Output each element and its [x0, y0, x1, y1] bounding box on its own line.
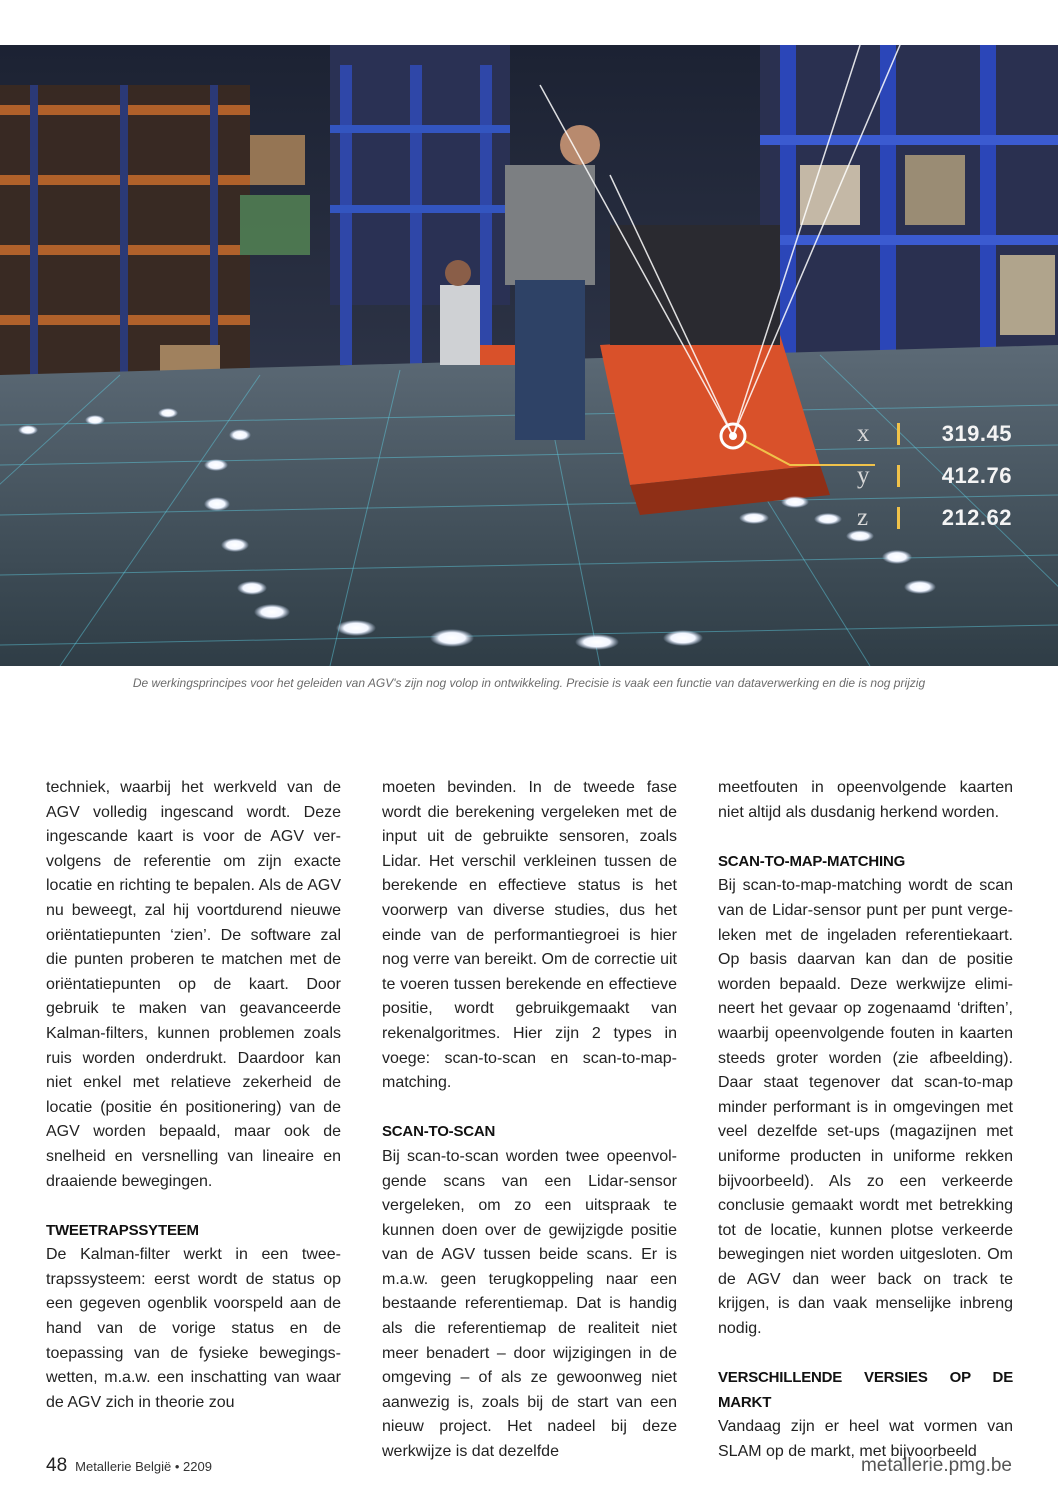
section-heading: TWEETRAPSSYTEEM: [46, 1221, 199, 1239]
paragraph: meetfouten in opeenvolgende kaarten niet altijd als dusdanig herkend worden.: [718, 779, 1013, 821]
coordinate-value: 319.45: [941, 421, 1012, 446]
article-column-1: [46, 776, 341, 1415]
section-heading: SCAN-TO-SCAN: [382, 1123, 496, 1141]
page-number: 48: [46, 1455, 68, 1476]
paragraph: Vandaag zijn er heel wat vormen van SLAM op de markt, met bijvoorbeeld: [718, 1418, 1013, 1461]
coordinate-separator: [897, 423, 900, 445]
photo-caption: De werkingsprincipes voor het geleiden van AGV's zijn nog volop in ontwikkeling. Precisie is vaak een functie van dataverwerking en die is nog prijzig: [132, 676, 926, 690]
warehouse-agv-photo: [0, 45, 1058, 666]
warehouse-scene-illustration: [0, 45, 1058, 666]
coordinate-separator: [897, 507, 900, 529]
publication-name: Metallerie België • 2209: [75, 1459, 212, 1474]
section-heading: SCAN-TO-MAP-MATCHING: [718, 852, 906, 870]
coordinate-row-x: [857, 413, 1012, 455]
paragraph: techniek, waarbij het werkveld van de AGV volledig ingescand wordt. Deze ingescande kaart is voor de AGV vervolgens de referentie om zijn exacte locatie en richting te bepalen. Als de AGV nu beweegt, zal hij voortdurend nieuwe oriëntatiepunten ‘zien’. De software zal die punten proberen te matchen met de oriëntatiepunten op de kaart. Door gebruik te maken van geavanceerde Kalman-filters, kunnen problemen zoals ruis worden onderdrukt. Daardoor kan niet enkel met relatieve zekerheid de locatie (positie én positionering) van de AGV worden bepaald, maar ook de snelheid en versnelling van lineaire en draaiende bewegingen.: [46, 779, 341, 1190]
article-column-2: [382, 776, 677, 1465]
article-column-3: [718, 776, 1013, 1465]
coordinate-row-y: [857, 455, 1012, 497]
coordinate-axis-label: z: [857, 504, 869, 531]
coordinate-axis-label: y: [857, 462, 870, 489]
website-link[interactable]: metallerie.pmg.be: [860, 1455, 1012, 1476]
coordinate-value: 212.62: [941, 505, 1012, 530]
paragraph: moeten bevinden. In de tweede fase wordt die berekening vergeleken met de input uit de gebruikte sensoren, zoals Lidar. Het verschil verkleinen tussen de berekende en effectieve status is het voorwerp van diverse studies, dus het einde van de performantiegroei is hier nog verre van bereikt. Om de correctie uit te voeren tussen berekende en effectieve positie, wordt gebruikgemaakt van rekenalgoritmes. Hier zijn 2 types in voege: scan-to-scan en scan-to-map-matching.: [382, 779, 677, 1092]
paragraph: De Kalman-filter werkt in een tweetrapssysteem: eerst wordt de status op een gegeven ogenblik voorspeld aan de hand van de vorige status en de toepassing van de fysieke bewegingswetten, m.a.w. een inschatting van waar de AGV zich in theorie zou: [46, 1246, 341, 1411]
coordinate-value: 412.76: [941, 463, 1012, 488]
coordinate-axis-label: x: [857, 420, 870, 447]
paragraph: Bij scan-to-map-matching wordt de scan van de Lidar-sensor punt per punt vergeleken met de ingeladen referentiekaart. Op basis daarvan kan dan de positie worden bepaald. Deze werkwijze elimineert het gevaar op zogenaamd ‘driften’, waarbij opeenvolgende fouten in kaarten steeds groter worden (zie afbeelding). Daar staat tegenover dat scan-to-map minder performant is in omgevingen met veel dezelfde set-ups (magazijnen met uniforme producten in uniforme rekken bijvoorbeeld). Als zo een verkeerde conclusie gemaakt wordt met betrekking tot de locatie, kunnen plotse verkeerde bewegingen niet worden uitgesloten. Om de AGV dan weer back on track te krijgen, is dan vaak menselijke inbreng nodig.: [718, 877, 1013, 1338]
page-footer-left: [46, 1455, 212, 1477]
section-heading: VERSCHILLENDE VERSIES OP DE MARKT: [718, 1369, 1013, 1411]
lidar-coordinate-readout: [857, 413, 1012, 539]
paragraph: Bij scan-to-scan worden twee opeenvolgende scans van een Lidar-sensor vergeleken, om zo een uitspraak te kunnen doen over de gewijzigde positie van de AGV tussen beide scans. Er is m.a.w. geen terugkoppeling naar een bestaande referentiemap. Dat is handig als die referentiemap de realiteit niet meer benadert – door wijzigingen in de omgeving – of als ze gewoonweg niet aanwezig is, zoals bij de start van een nieuw project. Het nadeel bij deze werkwijze is dat dezelfde: [382, 1147, 677, 1461]
coordinate-separator: [897, 465, 900, 487]
coordinate-row-z: [857, 497, 1012, 539]
